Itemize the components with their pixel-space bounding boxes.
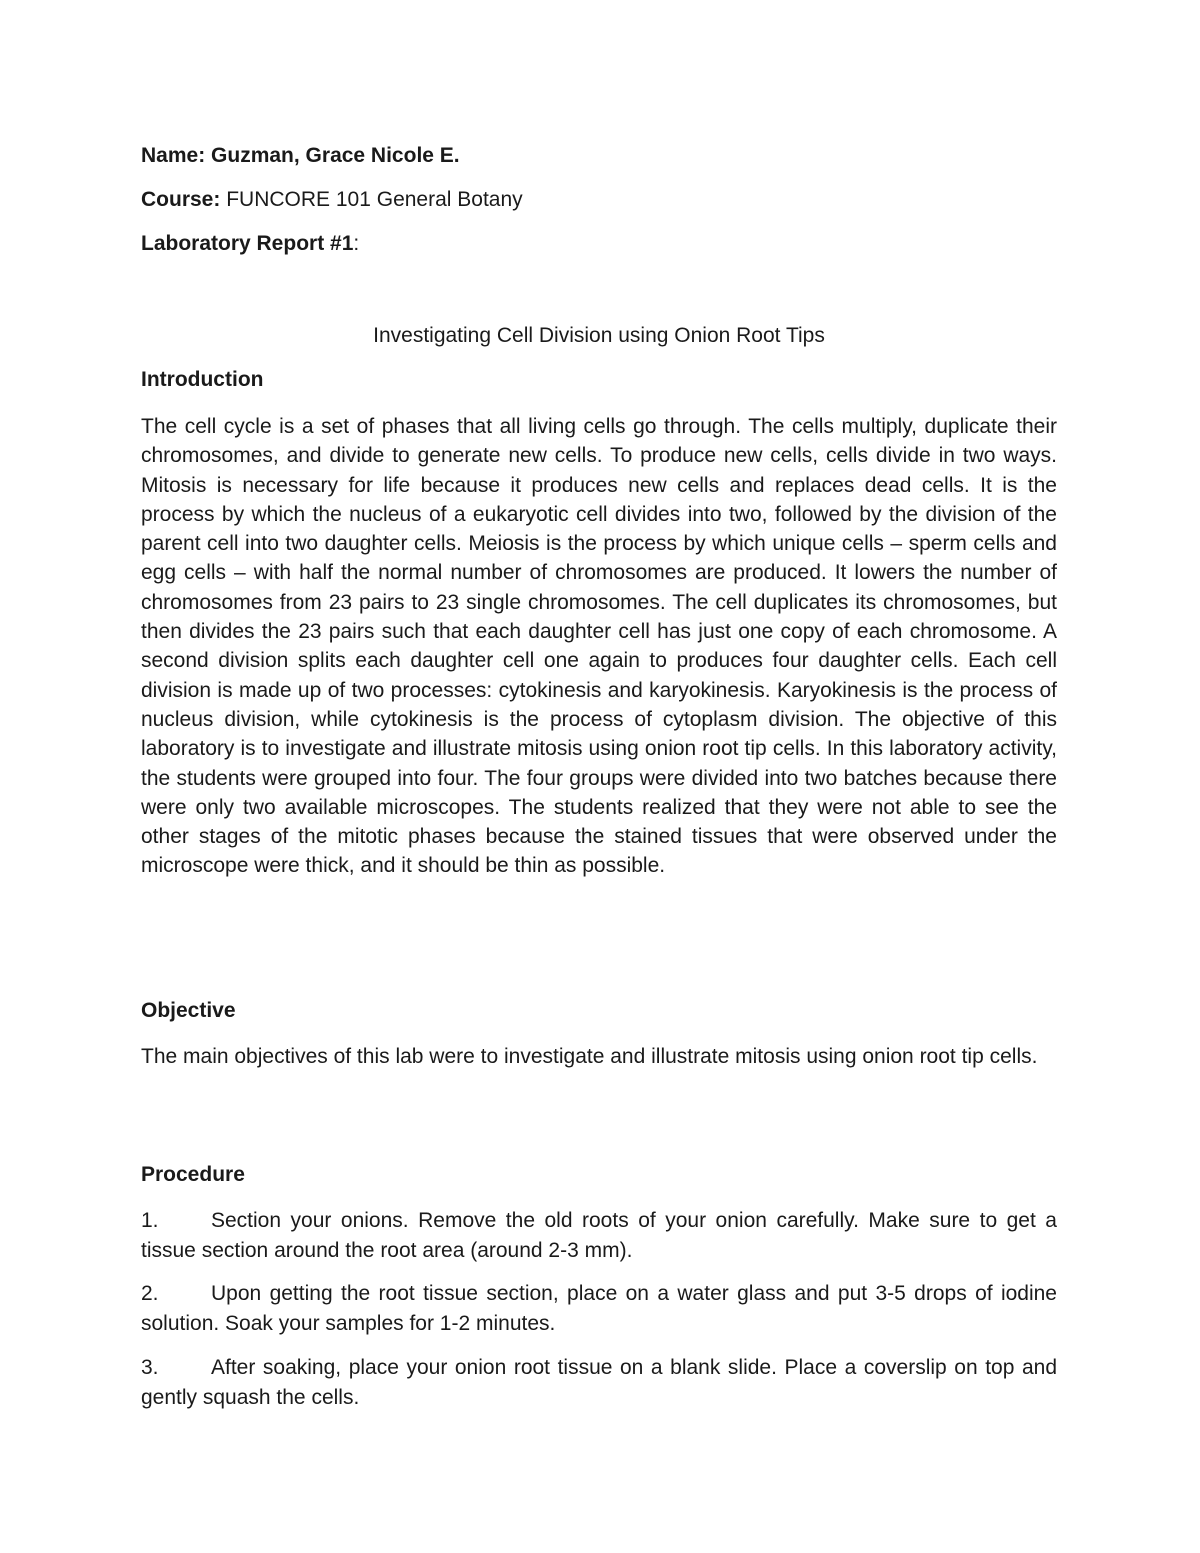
report-field: [141, 228, 1057, 260]
course-value: FUNCORE 101 General Botany: [226, 188, 523, 211]
document-page: [141, 140, 1057, 1409]
objective-heading: Objective: [141, 999, 236, 1022]
step-number: 1.: [141, 1209, 159, 1232]
name-field: [141, 140, 1057, 172]
step-number: 3.: [141, 1356, 159, 1379]
report-label: Laboratory Report #1: [141, 232, 354, 255]
introduction-heading: Introduction: [141, 368, 264, 391]
introduction-body: The cell cycle is a set of phases that all living cells go through. The cells multiply, duplicate their chromosomes, and divide to generate new cells. To produce new cells, cells divide in two ways. Mitosis is necessary for life because it produces new cells and replaces dead cells. It is the process by which the nucleus of a eukaryotic cell divides into two, followed by the division of the parent cell into two daughter cells. Meiosis is the process by which unique cells – sperm cells and egg cells – with half the normal number of chromosomes are produced. It lowers the number of chromosomes from 23 pairs to 23 single chromosomes. The cell duplicates its chromosomes, but then divides the 23 pairs such that each daughter cell has just one copy of each chromosome. A second division splits each daughter cell one again to produces four daughter cells. Each cell division is made up of two processes: cytokinesis and karyokinesis. Karyokinesis is the process of nucleus division, while cytokinesis is the process of cytoplasm division. The objective of this laboratory is to investigate and illustrate mitosis using onion root tip cells. In this laboratory activity, the students were grouped into four. The four groups were divided into two batches because there were only two available microscopes. The students realized that they were not able to see the other stages of the mitotic phases because the stained tissues that were observed under the microscope were thick, and it should be thin as possible.: [141, 415, 1057, 878]
name-label: Name:: [141, 144, 206, 167]
step-number: 2.: [141, 1282, 159, 1305]
step-text: Upon getting the root tissue section, place on a water glass and put 3-5 drops of iodine solution. Soak your samples for 1-2 minutes.: [141, 1282, 1057, 1335]
report-colon: :: [353, 232, 360, 255]
step-text: After soaking, place your onion root tissue on a blank slide. Place a coverslip on top and gently squash the cells.: [141, 1356, 1057, 1409]
course-field: [141, 184, 1057, 216]
objective-body: The main objectives of this lab were to investigate and illustrate mitosis using onion root tip cells.: [141, 1045, 1038, 1068]
name-value: Guzman, Grace Nicole E.: [211, 144, 460, 167]
course-label: Course:: [141, 188, 221, 211]
page-title: Investigating Cell Division using Onion Root Tips: [373, 324, 825, 347]
procedure-step-1: [141, 1206, 1057, 1265]
procedure-step-2: [141, 1279, 1057, 1338]
procedure-heading: Procedure: [141, 1163, 245, 1186]
step-text: Section your onions. Remove the old roots of your onion carefully. Make sure to get a tissue section around the root area (around 2-3 mm).: [141, 1209, 1057, 1262]
procedure-step-3: [141, 1353, 1057, 1412]
